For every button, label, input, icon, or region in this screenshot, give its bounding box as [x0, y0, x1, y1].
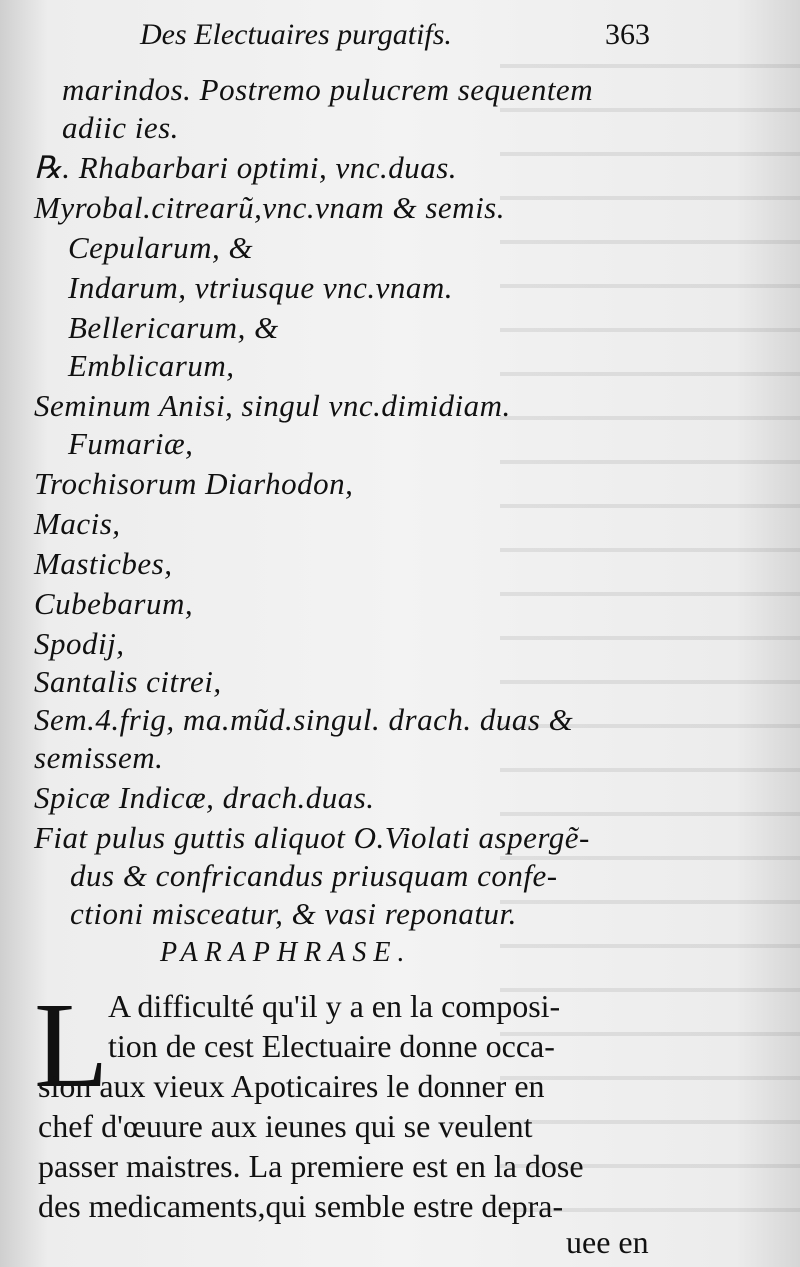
page-number: 363 — [605, 18, 650, 51]
drop-cap: L — [34, 978, 109, 1113]
recipe-line: ℞. Rhabarbari optimi, vnc.duas. — [34, 150, 458, 185]
recipe-line: Sem.4.frig, ma.mũd.singul. drach. duas & — [34, 702, 574, 737]
paragraph-line: passer maistres. La premiere est en la dose — [38, 1148, 584, 1184]
running-title: Des Electuaires purgatifs. — [140, 18, 452, 51]
catchword: uee en — [566, 1224, 649, 1260]
recipe-line: dus & confricandus priusquam confe- — [70, 858, 558, 893]
recipe-line: Masticbes, — [34, 546, 173, 581]
recipe-line: Spicæ Indicæ, drach.duas. — [34, 780, 375, 815]
recipe-line: Cubebarum, — [34, 586, 194, 621]
paragraph-line: tion de cest Electuaire donne occa- — [108, 1028, 555, 1064]
recipe-line: Cepularum, & — [68, 230, 254, 265]
paragraph-line: sion aux vieux Apoticaires le donner en — [38, 1068, 545, 1104]
recipe-line: Santalis citrei, — [34, 664, 222, 699]
recipe-line: adiic ies. — [62, 110, 179, 145]
recipe-line: Emblicarum, — [68, 348, 235, 383]
recipe-line: ctioni misceatur, & vasi reponatur. — [70, 896, 517, 931]
recipe-line: semissem. — [34, 740, 164, 775]
page-header — [140, 18, 650, 58]
recipe-line: Myrobal.citrearũ,vnc.vnam & semis. — [34, 190, 505, 225]
recipe-line: marindos. Postremo pulucrem sequentem — [62, 72, 594, 107]
paragraph-line: chef d'œuure aux ieunes qui se veulent — [38, 1108, 533, 1144]
paragraph-line: des medicaments,qui semble estre depra- — [38, 1188, 564, 1224]
section-title: PARAPHRASE. — [160, 937, 412, 968]
recipe-line: Trochisorum Diarhodon, — [34, 466, 354, 501]
paragraph-line: A difficulté qu'il y a en la composi- — [108, 988, 561, 1024]
recipe-line: Macis, — [34, 506, 121, 541]
recipe-line: Spodij, — [34, 626, 125, 661]
recipe-line: Seminum Anisi, singul vnc.dimidiam. — [34, 388, 511, 423]
recipe-line: Fiat pulus guttis aliquot O.Violati aspergẽ- — [34, 820, 590, 855]
recipe-line: Bellericarum, & — [68, 310, 279, 345]
recipe-line: Fumariæ, — [68, 426, 194, 461]
recipe-line: Indarum, vtriusque vnc.vnam. — [68, 270, 454, 305]
